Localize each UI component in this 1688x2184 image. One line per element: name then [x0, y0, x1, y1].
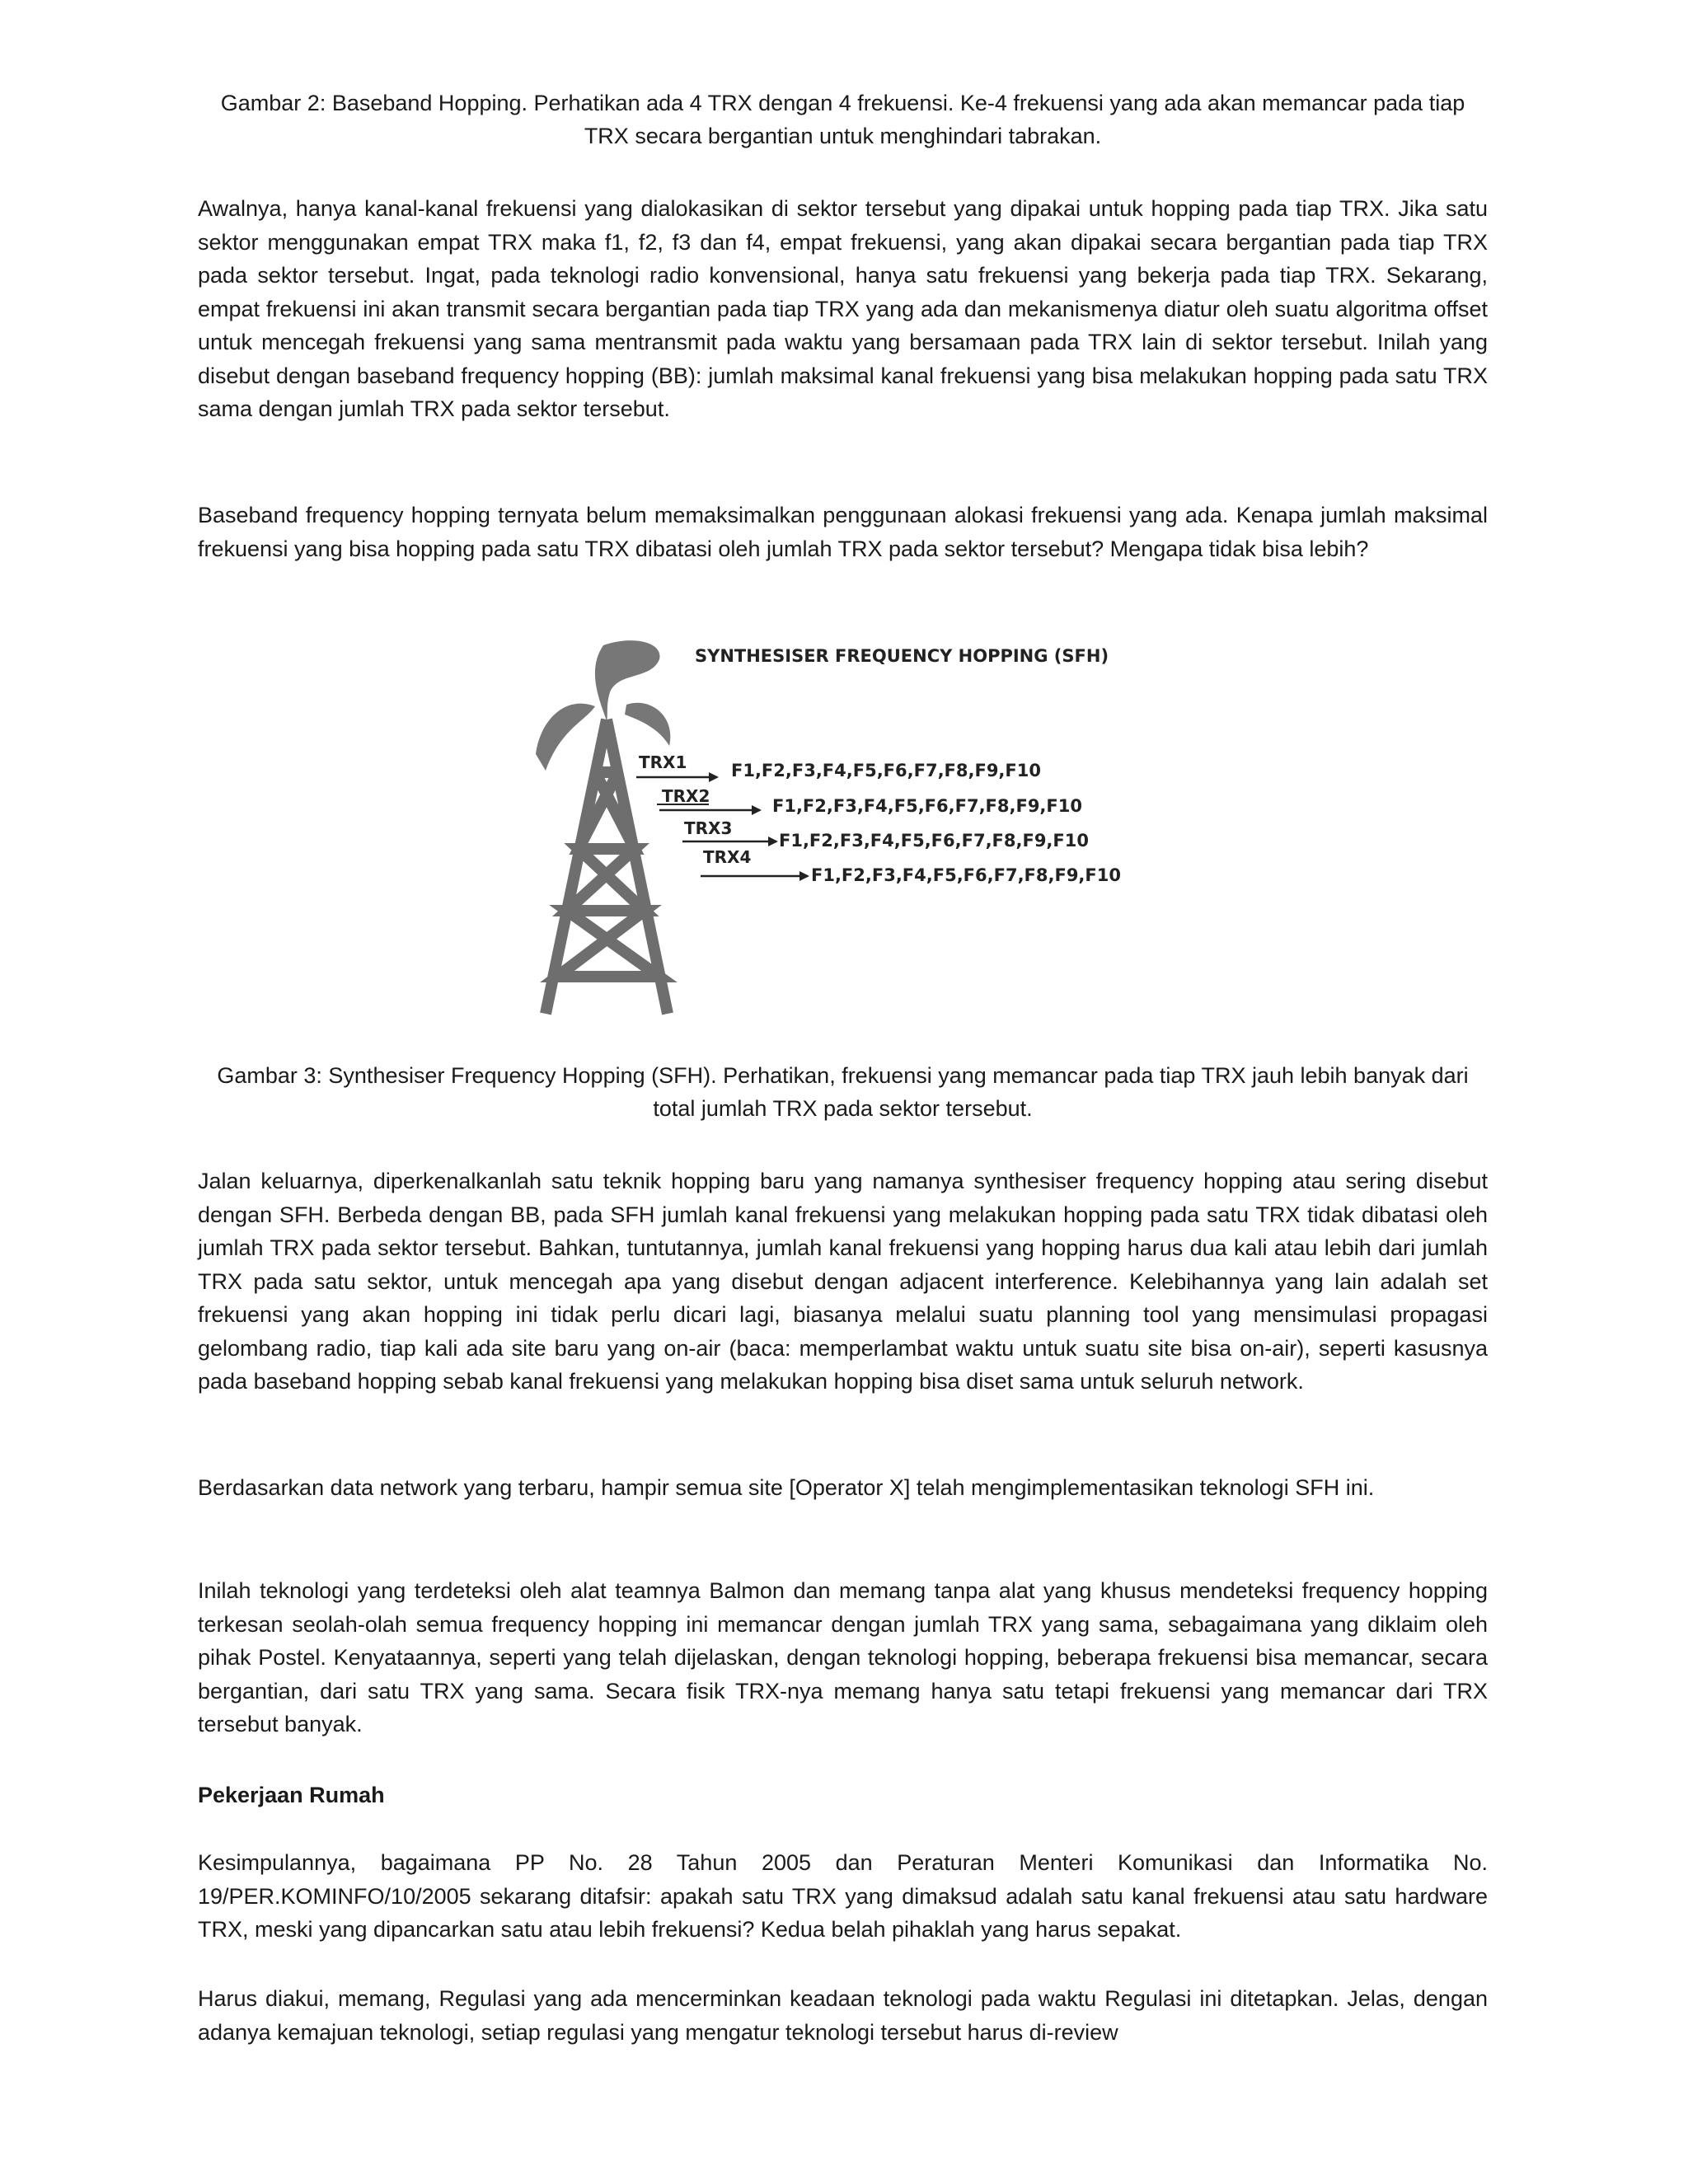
paragraph-bb-hopping: Awalnya, hanya kanal-kanal frekuensi yang dialokasikan di sektor tersebut yang dipakai untuk hopping pada tiap TRX. Jika satu sektor menggunakan empat TRX maka f1, f2, f3 dan f4, empat frekuensi, yang akan dipakai secara bergantian pada tiap TRX pada sektor tersebut. Ingat, pada teknologi radio konvensional, hanya satu frekuensi yang bekerja pada tiap TRX. Sekarang, empat frekuensi ini akan transmit secara bergantian pada tiap TRX yang ada dan mekanismenya diatur oleh suatu algoritma offset untuk mencegah frekuensi yang sama mentransmit pada waktu yang bersamaan pada TRX lain di sektor tersebut. Inilah yang disebut dengan baseband frequency hopping (BB): jumlah maksimal kanal frekuensi yang bisa melakukan hopping pada satu TRX sama dengan jumlah TRX pada sektor tersebut.: [198, 196, 1488, 421]
trx4-label: TRX4: [703, 847, 752, 867]
paragraph-balmon: Inilah teknologi yang terdeteksi oleh alat teamnya Balmon dan memang tanpa alat yang khusus mendeteksi frequency hopping terkesan seolah-olah semua frequency hopping ini memancar dengan jumlah TRX yang sama, sebagaimana yang diklaim oleh pihak Postel. Kenyataannya, seperti yang telah dijelaskan, dengan teknologi hopping, beberapa frekuensi bisa memancar, secara bergantian, dari satu TRX yang sama. Secara fisik TRX-nya memang hanya satu tetapi frekuensi yang memancar dari TRX tersebut banyak.: [198, 1578, 1488, 1736]
sfh-figure: [528, 630, 1121, 1022]
trx3-label: TRX3: [684, 818, 733, 838]
trx1-frequencies: F1,F2,F3,F4,F5,F6,F7,F8,F9,F10: [731, 761, 1041, 780]
section-heading: Pekerjaan Rumah: [198, 1783, 385, 1807]
paragraph-conclusion: Kesimpulannya, bagaimana PP No. 28 Tahun 2005 dan Peraturan Menteri Komunikasi dan Informatika No. 19/PER.KOMINFO/10/2005 sekarang ditafsir: apakah satu TRX yang dimaksud adalah satu kanal frekuensi atau satu hardware TRX, meski yang dipancarkan satu atau lebih frekuensi? Kedua belah pihaklah yang harus sepakat.: [198, 1850, 1488, 1942]
figure-3-caption: Gambar 3: Synthesiser Frequency Hopping (SFH). Perhatikan, frekuensi yang memancar pada tiap TRX jauh lebih banyak dari total jumlah TRX pada sektor tersebut.: [217, 1063, 1469, 1121]
paragraph-bb-limit: Baseband frequency hopping ternyata belum memaksimalkan penggunaan alokasi frekuensi yang ada. Kenapa jumlah maksimal frekuensi yang bisa hopping pada satu TRX dibatasi oleh jumlah TRX pada sektor tersebut? Mengapa tidak bisa lebih?: [198, 503, 1488, 561]
trx2-label: TRX2: [662, 786, 710, 806]
figure-title: SYNTHESISER FREQUENCY HOPPING (SFH): [695, 646, 1109, 666]
tower-left-plume-icon: [536, 704, 595, 771]
trx1-label: TRX1: [639, 752, 687, 772]
trx2-frequencies: F1,F2,F3,F4,F5,F6,F7,F8,F9,F10: [772, 796, 1082, 816]
sfh-diagram: [528, 630, 1121, 1022]
paragraph-regulation: Harus diakui, memang, Regulasi yang ada mencerminkan keadaan teknologi pada waktu Regulasi ini ditetapkan. Jelas, dengan adanya kemajuan teknologi, setiap regulasi yang mengatur teknologi tersebut harus di-review: [198, 1986, 1488, 2045]
trx4-frequencies: F1,F2,F3,F4,F5,F6,F7,F8,F9,F10: [811, 865, 1121, 885]
tower-right-plume-icon: [625, 703, 670, 746]
trx3-frequencies: F1,F2,F3,F4,F5,F6,F7,F8,F9,F10: [779, 831, 1089, 851]
paragraph-network-data: Berdasarkan data network yang terbaru, hampir semua site [Operator X] telah mengimplementasikan teknologi SFH ini.: [198, 1475, 1375, 1500]
paragraph-sfh-intro: Jalan keluarnya, diperkenalkanlah satu teknik hopping baru yang namanya synthesiser frequency hopping atau sering disebut dengan SFH. Berbeda dengan BB, pada SFH jumlah kanal frekuensi yang melakukan hopping pada satu TRX tidak dibatasi oleh jumlah TRX pada sektor tersebut. Bahkan, tuntutannya, jumlah kanal frekuensi yang hopping harus dua kali atau lebih dari jumlah TRX pada satu sektor, untuk mencegah apa yang disebut dengan adjacent interference. Kelebihannya yang lain adalah set frekuensi yang akan hopping ini tidak perlu dicari lagi, biasanya melalui suatu planning tool yang mensimulasi propagasi gelombang radio, tiap kali ada site baru yang on-air (baca: memperlambat waktu untuk suatu site bisa on-air), seperti kasusnya pada baseband hopping sebab kanal frekuensi yang melakukan hopping bisa diset sama untuk seluruh network.: [198, 1169, 1488, 1394]
figure-2-caption: Gambar 2: Baseband Hopping. Perhatikan ada 4 TRX dengan 4 frekuensi. Ke-4 frekuensi yang ada akan memancar pada tiap TRX secara bergantian untuk menghindari tabrakan.: [220, 91, 1465, 148]
